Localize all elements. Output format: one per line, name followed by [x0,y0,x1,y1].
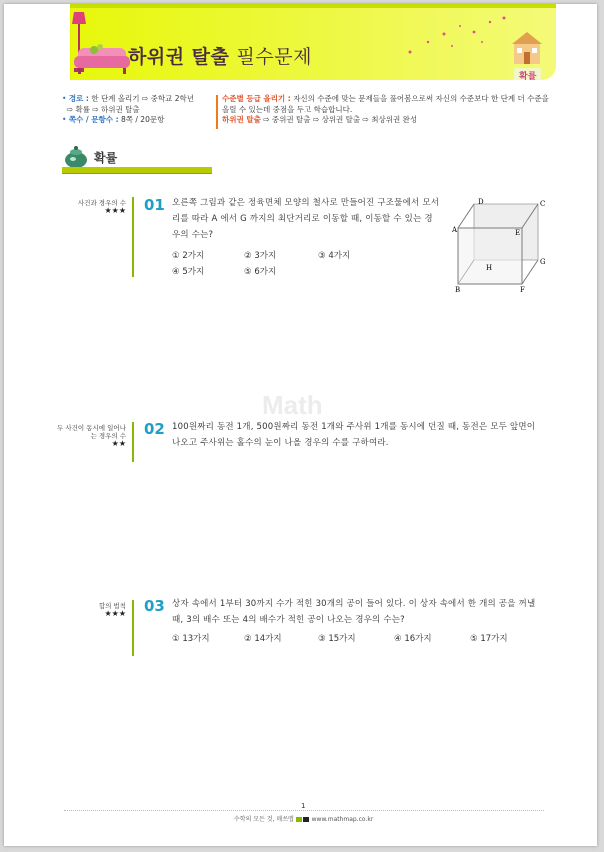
level-line [222,94,562,105]
sparkle-decoration-icon [400,12,520,62]
level-line-2 [222,105,562,116]
problem-2-topic [56,424,126,448]
cube-label-f: F [520,286,525,294]
footer [234,814,373,823]
cube-label-e: E [515,229,521,237]
problem-1-difficulty: ★★★ [104,206,126,215]
route-text: 한 단계 올리기 ⇨ 중학교 2학년 [91,94,194,103]
problem-3-separator [132,600,134,656]
problem-2-topic-label: 두 사건이 동시에 일어나는 경우의 수 [57,424,126,440]
problem-2-number: 02 [144,420,165,438]
problem-3-line-1: 상자 속에서 1부터 30까지 수가 적힌 30개의 공이 들어 있다. 이 상자 속에서 한 개의 공을 꺼낼 [172,599,536,609]
problem-3-number: 03 [144,597,165,615]
count-text: 8쪽 / 20문항 [121,115,165,124]
cube-figure [452,198,552,294]
cube-label-b: B [455,286,461,294]
cube-label-g: G [540,258,546,266]
problem-3-topic [56,602,126,618]
footer-black-square-icon [303,817,309,822]
problem-1-choice-4[interactable]: ④ 5가지 [172,267,205,277]
cube-label-d: D [478,198,484,206]
problem-3-text [172,596,552,628]
problem-3-choice-3[interactable]: ③ 15가지 [318,634,356,644]
section-bar-shadow [62,173,212,174]
sofa-icon [74,44,130,74]
problem-1-choice-1[interactable]: ① 2가지 [172,251,205,261]
level-text-2: 올릴 수 있는데 중점을 두고 학습합니다. [222,104,353,114]
footer-text: 수학의 모든 것, 매쓰맵 [234,816,294,823]
problem-1-line-2: 리를 따라 A 에서 G 까지의 최단거리로 이동할 때, 이동할 수 있는 경 [172,214,433,224]
worksheet-page [4,4,597,846]
house-icon [510,30,544,64]
problem-2-text [172,419,552,451]
problem-3-choice-2[interactable]: ② 14가지 [244,634,282,644]
problem-1-topic [56,199,126,215]
problem-1-text [172,195,452,243]
problem-1-choice-2[interactable]: ② 3가지 [244,251,277,261]
problem-2-separator [132,422,134,462]
escape-text: ⇨ 중위권 탈출 ⇨ 상위권 탈출 ⇨ 최상위권 완성 [263,115,418,124]
banner-title [128,42,312,69]
problem-3-choice-5[interactable]: ⑤ 17가지 [470,634,508,644]
problem-3-topic-label: 합의 법칙 [98,602,126,610]
banner-title-main: 하위권 탈출 [128,46,230,68]
escape-line [222,115,562,126]
level-text: 자신의 수준에 맞는 문제들을 풀어봄으로써 자신의 수준보다 한 단계 더 수준을 [293,94,549,103]
problem-2-line-2: 나오고 주사위는 홀수의 눈이 나올 경우의 수를 구하여라. [172,438,389,448]
banner-top-strip [70,4,556,8]
problem-1-choice-5[interactable]: ⑤ 6가지 [244,267,277,277]
teapot-icon [62,142,90,170]
problem-1-separator [132,197,134,277]
problem-3-line-2: 때, 3의 배수 또는 4의 배수가 적힌 공이 나오는 경우의 수는? [172,615,405,625]
problem-1-choice-3[interactable]: ③ 4가지 [318,251,351,261]
escape-label: 하위권 탈출 [222,115,261,124]
header-banner [70,4,556,80]
topic-tag: 확률 [514,68,541,80]
count-label: 쪽수 / 문항수 : [68,115,119,124]
level-label: 수준별 등급 올리기 : [222,94,291,103]
info-divider [216,95,218,129]
problem-3-difficulty: ★★★ [104,609,126,618]
footer-green-square-icon [296,817,302,822]
problem-1-number: 01 [144,196,165,214]
route-info [62,94,210,126]
footer-url[interactable]: www.mathmap.co.kr [311,816,374,823]
count-line: • 쪽수 / 문항수 : 8쪽 / 20문항 [62,115,165,124]
problem-3-choice-4[interactable]: ④ 16가지 [394,634,432,644]
problem-2-difficulty: ★★ [111,439,126,448]
problem-3-choice-1[interactable]: ① 13가지 [172,634,210,644]
route-line: • 경로 : 한 단계 올리기 ⇨ 중학교 2학년 [62,94,194,103]
problem-1-topic-label: 사건과 경우의 수 [77,199,126,207]
banner-title-sub: 필수문제 [236,46,312,68]
route-line-2 [62,105,210,116]
level-info [222,94,562,126]
page-number: 1 [301,802,306,810]
section-title: 확률 [94,151,118,165]
footer-divider [64,810,544,812]
route-label: 경로 : [68,94,89,103]
watermark: Math [262,390,323,420]
route-text-2: ⇨ 확률 ⇨ 하위권 탈출 [66,104,140,114]
problem-2-line-1: 100원짜리 동전 1개, 500원짜리 동전 1개와 주사위 1개를 동시에 던질 때, 동전은 모두 앞면이 [172,422,536,432]
cube-label-a: A [452,226,458,234]
cube-label-c: C [540,200,546,208]
cube-label-h: H [486,264,493,272]
problem-1-line-1: 오른쪽 그림과 같은 정육면체 모양의 철사로 만들어진 구조물에서 모서 [172,198,440,208]
problem-1-line-3: 우의 수는? [172,230,214,240]
